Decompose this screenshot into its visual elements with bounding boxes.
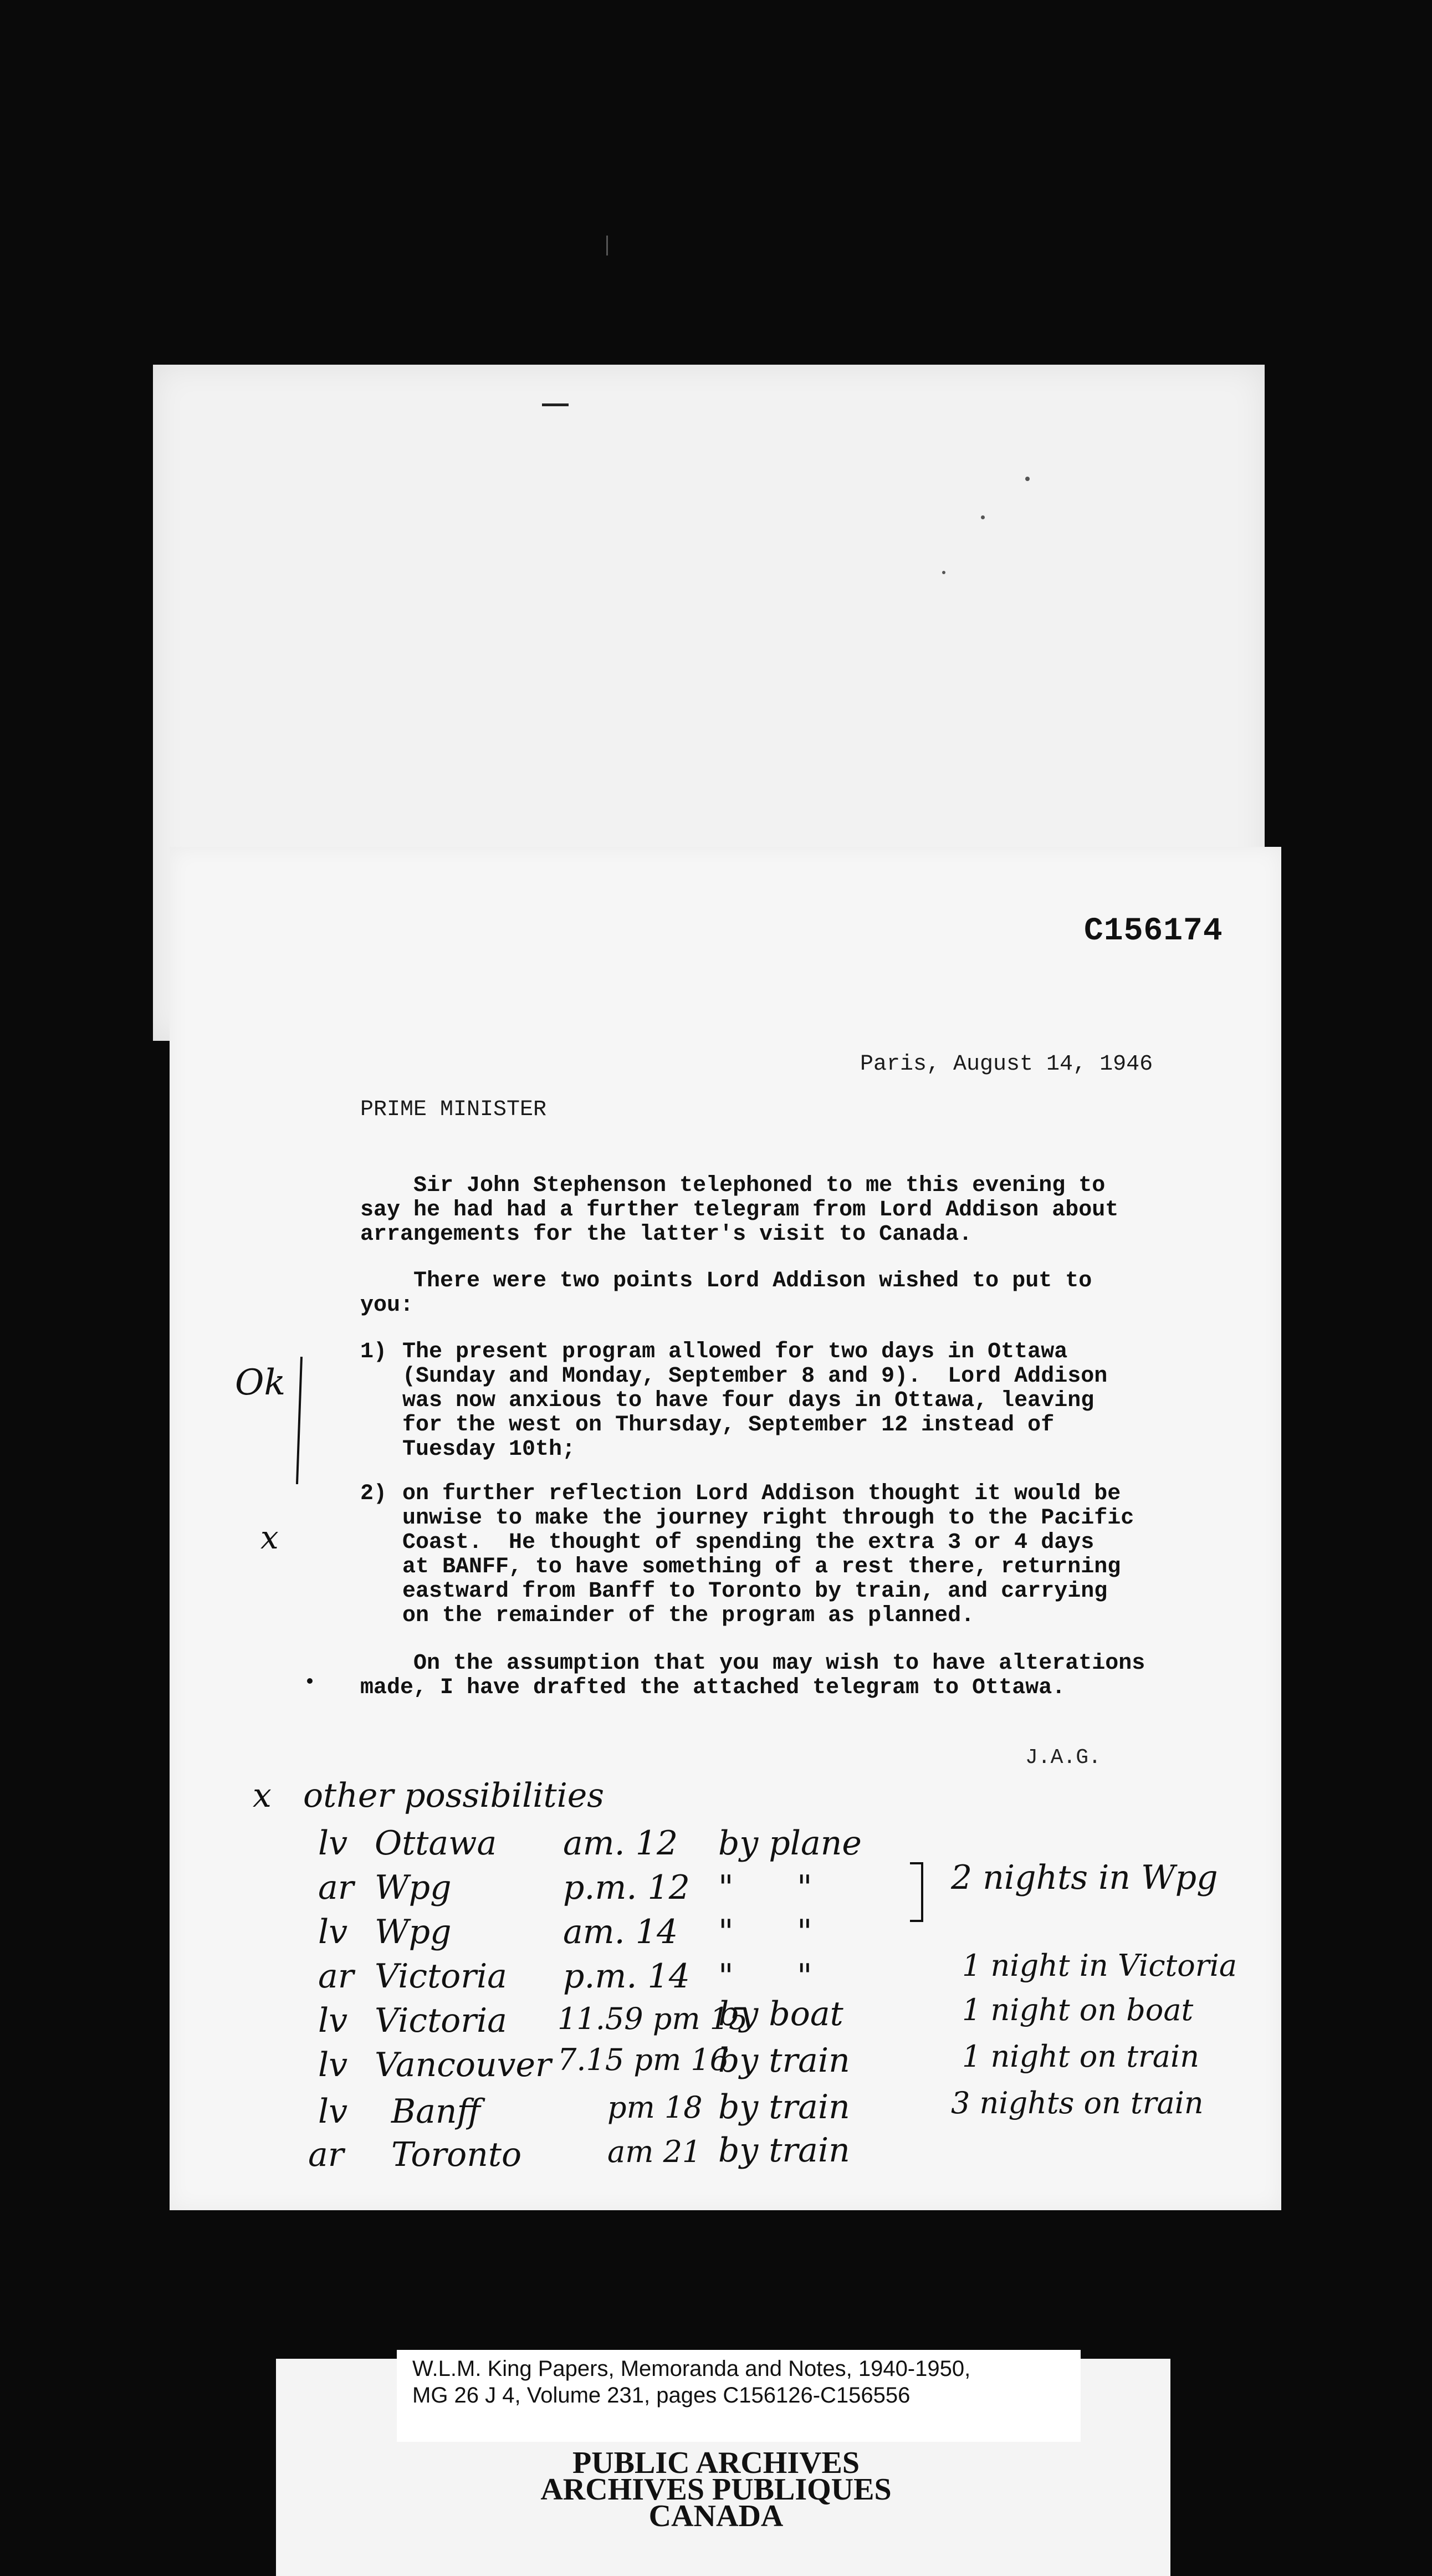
row-place: Toronto: [391, 2135, 522, 2174]
row-mode: by train: [718, 2088, 850, 2127]
dateline: Paris, August 14, 1946: [860, 1052, 1153, 1077]
archives-stamp-line-2: ARCHIVES PUBLIQUES: [540, 2472, 892, 2507]
speck: [1025, 477, 1030, 481]
row-mode: by train: [718, 2041, 850, 2080]
signature-initials: J.A.G.: [1025, 1746, 1101, 1770]
row-time: p.m. 14: [563, 1957, 690, 1996]
archives-stamp-line-1: PUBLIC ARCHIVES: [572, 2446, 860, 2480]
row-note: 1 night on boat: [962, 1992, 1194, 2027]
speck: [981, 515, 985, 519]
margin-dot: [307, 1678, 313, 1684]
row-place: Banff: [391, 2092, 481, 2131]
list-item-text: The present program allowed for two days in Ottawa (Sunday and Monday, September 8 and 9). Lord Addison was now anxious to have four days in Ottawa, leaving for the west on Thursday, September 12 instead of Tuesday 10th;: [402, 1340, 1108, 1462]
row-time: am. 14: [563, 1913, 678, 1951]
row-place: Wpg: [375, 1913, 452, 1951]
row-note: 1 night on train: [962, 2039, 1199, 2074]
row-mode: " ": [718, 1868, 812, 1907]
paragraph-1: Sir John Stephenson telephoned to me this evening to say he had had a further telegram from Lord Addison about arrangements for the latter's visit to Canada.: [360, 1173, 1119, 1247]
margin-line: [296, 1357, 303, 1484]
row-note: 3 nights on train: [951, 2086, 1204, 2120]
row-action: lv: [318, 2001, 348, 2040]
row-time: 7.15 pm 16: [558, 2042, 729, 2077]
row-time: 11.59 pm 15: [558, 2001, 748, 2036]
letter-sheet: [170, 847, 1281, 2210]
row-action: ar: [308, 2135, 344, 2174]
row-action: ar: [318, 1957, 354, 1996]
scan-mark: [606, 236, 608, 255]
addressee: PRIME MINISTER: [360, 1097, 547, 1122]
citation-line-2: MG 26 J 4, Volume 231, pages C156126-C156556: [412, 2383, 911, 2408]
row-action: ar: [318, 1868, 354, 1907]
speck: [942, 571, 945, 574]
handwritten-heading: x other possibilities: [253, 1776, 605, 1815]
reference-number: C156174: [1084, 913, 1223, 949]
back-sheet-mark: [542, 403, 569, 406]
paragraph-2: There were two points Lord Addison wished to put to you:: [360, 1269, 1092, 1318]
row-place: Victoria: [375, 2001, 507, 2040]
row-action: lv: [318, 2092, 348, 2131]
row-time: p.m. 12: [563, 1868, 690, 1907]
row-time: am 21: [607, 2134, 702, 2169]
archives-stamp-line-3: CANADA: [648, 2499, 784, 2533]
row-mode: " ": [718, 1957, 812, 1996]
row-place: Victoria: [375, 1957, 507, 1996]
list-item-number: 1): [360, 1340, 387, 1364]
list-item-text: on further reflection Lord Addison thought it would be unwise to make the journey right through to the Pacific Coast. He thought of spending the extra 3 or 4 days at BANFF, to have something of a rest there, returning eastward from Banff to Toronto by train, and carrying on the remainder of the program as planned.: [402, 1481, 1134, 1628]
row-time: am. 12: [563, 1824, 678, 1863]
row-mode: by train: [718, 2131, 850, 2170]
row-note: 1 night in Victoria: [962, 1948, 1237, 1983]
paragraph-3: On the assumption that you may wish to have alterations made, I have drafted the attached telegram to Ottawa.: [360, 1651, 1145, 1700]
row-action: lv: [318, 1824, 348, 1863]
row-place: Vancouver: [375, 2046, 551, 2084]
handwritten-bracket: [910, 1862, 923, 1922]
margin-note-x: x: [260, 1519, 279, 1556]
margin-note-ok: Ok: [235, 1362, 286, 1403]
row-mode: by plane: [718, 1824, 862, 1863]
row-place: Ottawa: [375, 1824, 497, 1863]
citation-line-1: W.L.M. King Papers, Memoranda and Notes, 1940-1950,: [412, 2357, 971, 2381]
row-action: lv: [318, 2046, 348, 2084]
row-place: Wpg: [375, 1868, 452, 1907]
list-item-number: 2): [360, 1481, 387, 1506]
row-note: 2 nights in Wpg: [951, 1858, 1218, 1897]
row-action: lv: [318, 1913, 348, 1951]
row-mode: by boat: [718, 1995, 843, 2033]
row-time: pm 18: [607, 2090, 703, 2125]
row-mode: " ": [718, 1913, 812, 1951]
